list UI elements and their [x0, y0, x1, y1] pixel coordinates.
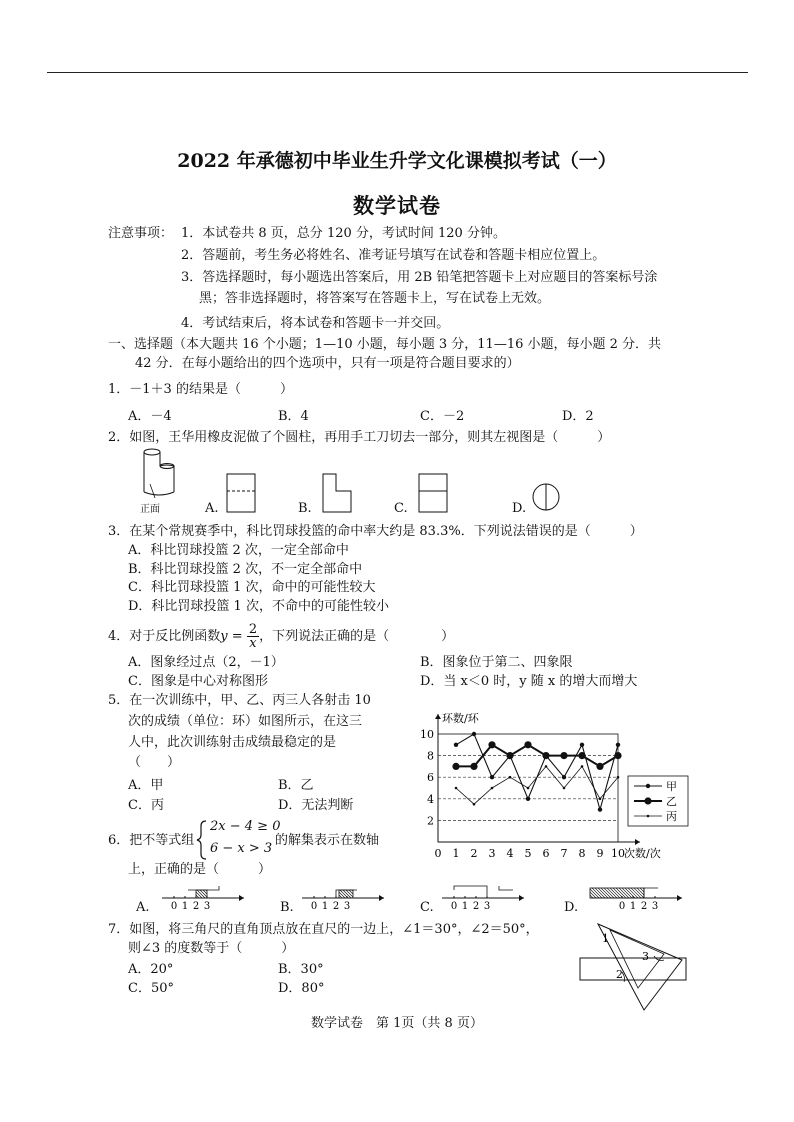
note-item: 3．答选择题时，每小题选出答案后，用 2B 铅笔把答题卡上对应题目的答案标号涂 [181, 270, 658, 285]
q3-stem: 3．在某个常规赛季中，科比罚球投篮的命中率大约是 83.3%．下列说法错误的是（ ） [108, 524, 643, 539]
number-line-label: 3 [651, 901, 659, 912]
series-point-丙 [473, 803, 476, 806]
q2-front-label: 正面 [140, 504, 160, 515]
q3-option-c: C．科比罚球投篮 1 次，命中的可能性较大 [128, 580, 376, 595]
number-line-arrow [239, 895, 244, 901]
number-line-label: 0 [170, 901, 178, 912]
series-point-甲 [526, 797, 530, 801]
series-point-乙 [560, 752, 567, 759]
hatch-line [613, 888, 623, 898]
q3-option-d: D．科比罚球投篮 1 次，不命中的可能性较小 [128, 599, 389, 614]
series-point-丙 [563, 787, 566, 790]
series-point-丙 [617, 776, 620, 779]
series-point-丙 [491, 787, 494, 790]
exam-subtitle: 数学试卷 [353, 193, 441, 218]
series-point-丙 [545, 765, 548, 768]
series-point-丙 [527, 787, 530, 790]
q7-angle-1-label: 1 [602, 932, 609, 945]
solution-bracket [454, 886, 487, 898]
q6-stem-line2: 上，正确的是（ ） [128, 862, 272, 877]
number-line-label: 2 [472, 901, 480, 912]
note-item: 1．本试卷共 8 页，总分 120 分，考试时间 120 分钟。 [181, 226, 506, 241]
series-point-乙 [596, 763, 603, 770]
q6-brace [197, 820, 207, 860]
q2-cylinder-figure [140, 446, 188, 502]
note-item: 2．答题前，考生务必将姓名、准考证号填写在试卷和答题卡相应位置上。 [181, 248, 606, 263]
number-line-label: 0 [310, 901, 318, 912]
q7-stem-line1: 7．如图，将三角尺的直角顶点放在直尺的一边上，∠1＝30°，∠2＝50°， [108, 922, 539, 937]
x-axis-label: 次数/次 [624, 847, 661, 860]
q5-stem-line: 5．在一次训练中，甲、乙、丙三人各射击 10 [108, 693, 371, 708]
x-tick-label: 7 [560, 847, 568, 860]
solution-bracket [188, 886, 219, 890]
hatch-line [592, 888, 602, 898]
section-heading: 一、选择题（本大题共 16 个小题；1—10 小题，每小题 3 分，11—16 小题，每小题 2 分．共 [108, 337, 662, 352]
x-tick-label: 1 [452, 847, 460, 860]
q7-angle-3-label: 3 [642, 950, 649, 963]
y-tick-label: 4 [427, 792, 434, 806]
y-tick-label: 2 [427, 814, 434, 828]
number-line-arrow [519, 895, 524, 901]
series-point-乙 [542, 752, 549, 759]
hatch-line [590, 892, 596, 898]
q2-option-c: C. [394, 501, 408, 516]
q6-option-d-numberline [588, 878, 684, 914]
x-tick-label: 3 [488, 847, 496, 860]
x-tick-label: 8 [578, 847, 586, 860]
series-point-甲 [454, 743, 458, 747]
q7-option-a: A．20° [128, 962, 174, 977]
q5-stem-line: 人中，此次训练射击成绩最稳定的是 [128, 735, 337, 750]
q1-option-a: A．－4 [128, 409, 172, 424]
q6-option-a-numberline [160, 880, 246, 914]
q2-option-a: A. [205, 501, 219, 516]
q5-option-b: B．乙 [278, 778, 314, 793]
top-rule [47, 72, 748, 73]
number-line-label: 3 [343, 901, 351, 912]
q1-option-b: B．4 [278, 409, 309, 424]
q4-fraction [247, 623, 259, 650]
q3-option-a: A．科比罚球投篮 2 次，一定全部命中 [128, 543, 349, 558]
q7-stem-line2: 则∠3 的度数等于（ ） [128, 941, 295, 956]
series-point-甲 [616, 743, 620, 747]
note-item: 4．考试结束后，将本试卷和答题卡一并交回。 [181, 316, 450, 331]
x-tick-label: 4 [506, 847, 514, 860]
q3-option-b: B．科比罚球投篮 2 次，不一定全部命中 [128, 562, 363, 577]
q4-numerator: 2 [248, 622, 258, 637]
hatch-line [625, 888, 635, 898]
number-line-label: 1 [321, 901, 329, 912]
x-tick-label: 10 [611, 847, 625, 860]
hatch-line [607, 888, 617, 898]
series-point-乙 [452, 763, 459, 770]
q2-option-a-figure [226, 473, 258, 515]
series-point-乙 [488, 741, 495, 748]
q4-denominator: x [249, 636, 257, 651]
series-point-乙 [506, 752, 513, 759]
q4-option-a: A．图象经过点（2，－1） [128, 655, 284, 670]
hatch-line [595, 888, 605, 898]
number-line-label: 2 [192, 901, 200, 912]
series-point-甲 [580, 743, 584, 747]
exam-title: 2022 年承德初中毕业生升学文化课模拟考试（一） [177, 150, 617, 172]
number-line-label: 3 [483, 901, 491, 912]
y-axis-arrow [435, 714, 441, 719]
notes-label: 注意事项： [108, 226, 174, 241]
q6-option-d: D. [564, 900, 579, 915]
y-axis-label: 环数/环 [442, 712, 479, 725]
x-tick-label: 0 [434, 847, 442, 860]
series-point-丙 [599, 798, 602, 801]
q5-option-c: C．丙 [128, 798, 164, 813]
q6-option-c-numberline [440, 880, 526, 914]
series-point-甲 [562, 775, 566, 779]
legend-label: 乙 [666, 795, 677, 808]
q2-stem: 2．如图，王华用橡皮泥做了个圆柱，再用手工刀切去一部分，则其左视图是（ ） [108, 430, 611, 445]
q5-stem-line: （ ） [128, 755, 181, 770]
q5-stem-line: 次的成绩（单位：环）如图所示，在这三 [128, 714, 363, 729]
x-tick-label: 6 [542, 847, 550, 860]
number-line-label: 0 [618, 901, 626, 912]
x-tick-label: 5 [524, 847, 532, 860]
number-line-label: 2 [332, 901, 340, 912]
hatch-line [200, 890, 207, 897]
q6-inequality-2: 6 − x > 3 [210, 841, 273, 856]
hatch-line [619, 888, 629, 898]
series-point-丙 [581, 765, 584, 768]
hatch-line [604, 888, 614, 898]
number-line-label: 2 [640, 901, 648, 912]
solution-bracket [499, 886, 513, 890]
y-tick-label: 8 [427, 749, 434, 763]
y-tick-label: 6 [427, 771, 434, 785]
hatch-line [598, 888, 608, 898]
x-tick-label: 2 [470, 847, 478, 860]
x-tick-label: 9 [596, 847, 604, 860]
legend-marker [647, 815, 650, 818]
legend-marker [644, 797, 651, 804]
q5-line-chart [420, 700, 690, 865]
q7-ruler-triangle-figure [578, 920, 690, 1012]
q4-option-d: D．当 x＜0 时，y 随 x 的增大而增大 [420, 674, 638, 689]
series-point-甲 [472, 732, 476, 736]
q2-option-b-figure [322, 473, 354, 515]
y-tick-label: 10 [420, 728, 434, 741]
q7-option-c: C．50° [128, 981, 174, 996]
q6-option-a: A. [136, 900, 150, 915]
hatch-line [339, 892, 345, 898]
hatch-line [637, 888, 644, 895]
number-line-label: 1 [461, 901, 469, 912]
q2-option-d-figure [532, 483, 562, 513]
hatch-line [610, 888, 620, 898]
q4-eq: = [227, 629, 247, 644]
q2-option-b: B. [298, 501, 312, 516]
q4-option-c: C．图象是中心对称图形 [128, 674, 268, 689]
page-footer: 数学试卷 第 1页（共 8 页） [311, 1016, 483, 1031]
number-line-label: 1 [629, 901, 637, 912]
series-point-乙 [578, 752, 585, 759]
number-line-arrow [677, 895, 682, 901]
q2-option-c-figure [418, 473, 450, 515]
q7-option-b: B．30° [278, 962, 324, 977]
q6-inequality-1: 2x − 4 ≥ 0 [210, 819, 281, 834]
hatch-line [601, 888, 611, 898]
q6-stem-post: 的解集表示在数轴 [275, 833, 380, 848]
x-axis-arrow [635, 839, 640, 845]
q5-option-d: D．无法判断 [278, 798, 354, 813]
q4-stem-post: ，下列说法正确的是（ ） [259, 629, 455, 644]
q6-option-c: C. [420, 900, 434, 915]
q7-angle-2-label: 2 [616, 968, 623, 981]
q4-y: y [220, 629, 228, 644]
note-item: 黑；答非选择题时，将答案写在答题卡上，写在试卷上无效。 [199, 291, 551, 306]
number-line-label: 0 [450, 901, 458, 912]
series-point-丙 [509, 776, 512, 779]
number-line-label: 1 [181, 901, 189, 912]
series-point-丙 [455, 787, 458, 790]
q4-stem [108, 623, 454, 650]
series-point-乙 [470, 763, 477, 770]
q6-stem-pre: 6．把不等式组 [108, 833, 195, 848]
series-point-甲 [598, 807, 602, 811]
hatch-line [634, 888, 644, 898]
series-point-乙 [524, 741, 531, 748]
q5-option-a: A．甲 [128, 778, 164, 793]
legend-label: 甲 [666, 780, 677, 793]
q4-stem-pre: 4．对于反比例函数 [108, 629, 221, 644]
q6-option-b-numberline [300, 880, 386, 914]
q7-option-d: D．80° [278, 981, 325, 996]
legend-marker [646, 784, 650, 788]
hatch-line [196, 892, 202, 898]
series-point-乙 [614, 752, 621, 759]
q1-option-d: D．2 [562, 409, 594, 424]
section-heading-cont: 42 分．在每小题给出的四个选项中，只有一项是符合题目要求的） [135, 356, 520, 371]
hatch-line [622, 888, 632, 898]
q1-option-c: C．－2 [420, 409, 465, 424]
q4-option-b: B．图象位于第二、四象限 [420, 655, 573, 670]
solution-bracket [644, 888, 658, 898]
number-line-label: 3 [203, 901, 211, 912]
hatch-line [616, 888, 626, 898]
number-line-arrow [379, 895, 384, 901]
q6-option-b: B. [280, 900, 294, 915]
series-point-甲 [490, 775, 494, 779]
legend-label: 丙 [666, 810, 677, 823]
hatch-line [346, 890, 353, 897]
q1-stem: 1．－1＋3 的结果是（ ） [108, 382, 293, 397]
q2-option-d: D. [512, 501, 527, 516]
